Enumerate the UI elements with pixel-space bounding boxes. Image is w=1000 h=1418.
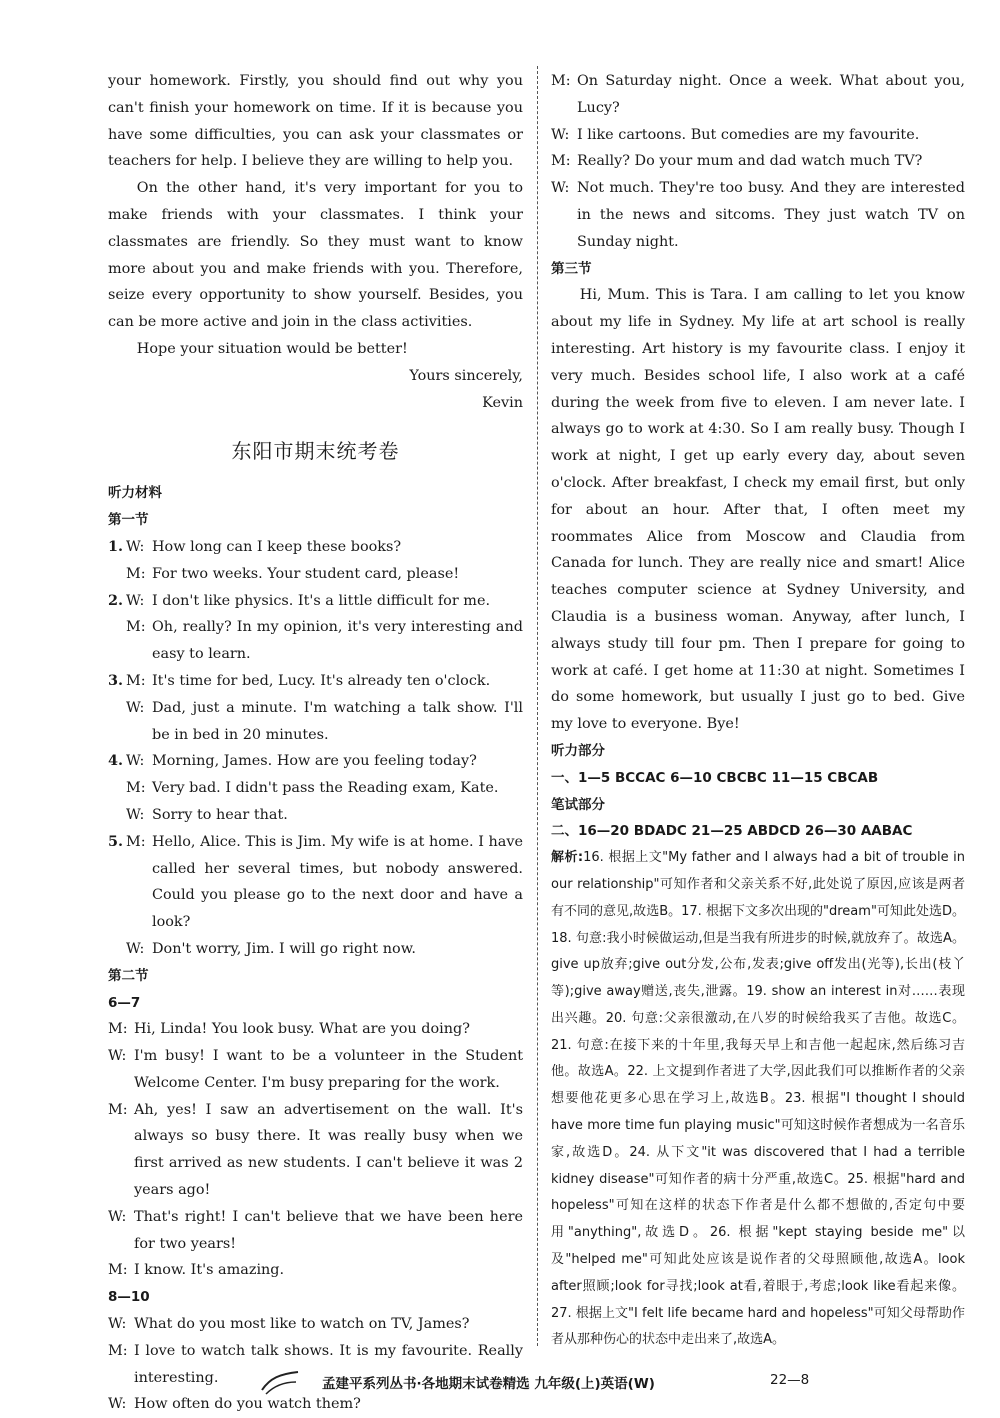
dialogue-line: M: For two weeks. Your student card, please!: [126, 565, 460, 582]
dialogue-line: M: Really? Do your mum and dad watch much TV?: [551, 153, 923, 170]
listening-material-heading: 听力材料: [108, 485, 162, 502]
analysis-block: [551, 845, 965, 1354]
dialogue-line: 3. M: It's time for bed, Lucy. It's already ten o'clock.: [108, 671, 491, 689]
dialogue-line: 5. M: Hello, Alice. This is Jim. My wife is at home. I have called her several times, but nobody answered. Could you please go to the next door and have a look?: [108, 832, 523, 931]
dialogue-8-10-continued: [551, 68, 965, 256]
dialogue-line: W: Sorry to hear that.: [126, 806, 288, 823]
dialogue-line: W: I'm busy! I want to be a volunteer in the Student Welcome Center. I'm busy preparing for the work.: [108, 1048, 523, 1091]
listening-answers: 一、1—5 BCCAC 6—10 CBCBC 11—15 CBCAB: [551, 769, 879, 786]
dialogue-line: M: I know. It's amazing.: [108, 1262, 285, 1279]
dialogue-line: W: Don't worry, Jim. I will go right now.: [126, 940, 416, 957]
section-3-passage: Hi, Mum. This is Tara. I am calling to let you know about my life in Sydney. My life at art school is really interesting. Art history is my favourite class. I enjoy it very much. Besides school life, I also work at a café during the week from five to eleven. I am never late. I always go to work at 4:30. So I am really busy. Though I work at night, I get up early every day, about seven o'clock. After breakfast, I check my email first, but only for about an hour. After that, I often meet my roommates Alice from Moscow and Claudia from Canada for lunch. They are really nice and smart! Alice teaches computer science at Sydney University, and Claudia is a business woman. Anyway, after lunch, I always study till four pm. Then I prepare for going to work at café. I get home at 11:30 at night. Sometimes I do some homework, but usually I just go to bed. Give my love to everyone. Bye!: [551, 287, 965, 733]
question-3: [108, 668, 523, 748]
page-footer: [0, 1368, 1000, 1398]
dialogue-line: W: How often do you watch them?: [108, 1396, 361, 1413]
swoosh-logo-icon: [258, 1368, 302, 1396]
dialogue-line: W: What do you most like to watch on TV, James?: [108, 1316, 470, 1333]
dialogue-line: M: Oh, really? In my opinion, it's very interesting and easy to learn.: [126, 619, 523, 663]
dialogue-line: 2. W: I don't like physics. It's a little difficult for me.: [108, 591, 491, 609]
dialogue-8-10: [108, 1311, 523, 1418]
letter-paragraph: On the other hand, it's very important for you to make friends with your classmates. I think your classmates are friendly. So they must want to know more about you and make friends with you. Therefore, seize every opportunity to show yourself. Besides, you can be more active and join in the class activities.: [108, 180, 523, 331]
listening-part-heading: 听力部分: [551, 742, 605, 759]
question-1: [108, 534, 523, 588]
question-4: [108, 748, 523, 828]
right-column: [551, 68, 965, 1354]
dialogue-line: 4. W: Morning, James. How are you feeling today?: [108, 752, 477, 770]
dialogue-line: 1. W: How long can I keep these books?: [108, 537, 402, 555]
dialogue-line: M: I love to watch talk shows. It is my favourite. Really interesting.: [108, 1342, 523, 1386]
column-divider: [537, 66, 538, 1346]
dialogue-line: M: Very bad. I didn't pass the Reading exam, Kate.: [126, 780, 499, 797]
exam-title: 东阳市期末统考卷: [231, 439, 400, 464]
analysis-text: 16. 根据上文"My father and I always had a bit of trouble in our relationship"可知作者和父亲关系不好,此处说了原因,应该是两者有不同的意见,故选B。17. 根据下文多次出现的"dream"可知此处选D。18. 句意:我小时候做运动,但是当我有所进步的时候,就放弃了。故选A。give up放弃;give out分发,公布,发表;give off发出(光等),长出(枝丫等);give away赠送,丧失,泄露。19. show an interest in对……表现出兴趣。20. 句意:父亲很激动,在八岁的时候给我买了吉他。故选C。21. 句意:在接下来的十年里,我每天早上和吉他一起起床,然后练习吉他。故选A。22. 上文提到作者进了大学,因此我们可以推断作者的父亲想要他花更多心思在学习上,故选B。23. 根据"I thought I should have more time fun playing music"可知这时候作者想成为一名音乐家,故选D。24. 从下文"it was discovered that I had a terrible kidney disease"可知作者的病十分严重,故选C。25. 根据"hard and hopeless"可知在这样的状态下作者是什么都不想做的,否定句中要用"anything",故选D。26. 根据"kept staying beside me"以及"helped me"可知此处应该是说作者的父母照顾他,故选A。look after照顾;look for寻找;look at看,着眼于,考虑;look like看起来像。27. 根据上文"I felt life became hard and hopeless"可知父母帮助作者从那种伤心的状态中走出来了,故选A。: [551, 850, 966, 1348]
analysis-label: 解析:: [551, 850, 584, 866]
letter-closing: Yours sincerely,: [409, 367, 523, 384]
dialogue-line: W: I like cartoons. But comedies are my favourite.: [551, 126, 920, 143]
page-number: 22—8: [770, 1372, 810, 1388]
dialogue-line: W: Not much. They're too busy. And they are interested in the news and sitcoms. They just watch TV on Sunday night.: [551, 180, 965, 250]
section-3-heading: 第三节: [551, 260, 592, 277]
question-range-8-10: 8—10: [108, 1289, 150, 1306]
question-2: [108, 588, 523, 668]
section-2-heading: 第二节: [108, 967, 149, 984]
dialogue-line: M: Ah, yes! I saw an advertisement on the wall. It's always so busy there. It was really busy when we first arrived as new students. I can't believe it was 2 years ago!: [108, 1101, 523, 1199]
dialogue-line: M: Hi, Linda! You look busy. What are you doing?: [108, 1021, 470, 1038]
dialogue-line: M: On Saturday night. Once a week. What about you, Lucy?: [551, 73, 965, 116]
question-5: [108, 829, 523, 963]
dialogue-6-7: [108, 1016, 523, 1284]
dialogue-line: W: That's right! I can't believe that we have been here for two years!: [108, 1208, 523, 1252]
letter-signature: Kevin: [482, 394, 523, 411]
series-title: 孟建平系列丛书·各地期末试卷精选 九年级(上)英语(W): [322, 1376, 655, 1392]
letter-paragraph: Hope your situation would be better!: [136, 340, 408, 357]
dialogue-line: W: Dad, just a minute. I'm watching a talk show. I'll be in bed in 20 minutes.: [126, 699, 523, 743]
left-column: [108, 68, 523, 1418]
letter-paragraph: your homework. Firstly, you should find out why you can't finish your homework on time. If it is because you have some difficulties, you can ask your classmates or teachers for help. I believe they are willing to help you.: [108, 73, 523, 170]
question-range-6-7: 6—7: [108, 994, 141, 1011]
section-1-heading: 第一节: [108, 512, 149, 529]
written-part-heading: 笔试部分: [551, 796, 605, 813]
written-answers: 二、16—20 BDADC 21—25 ABDCD 26—30 AABAC: [551, 823, 913, 840]
